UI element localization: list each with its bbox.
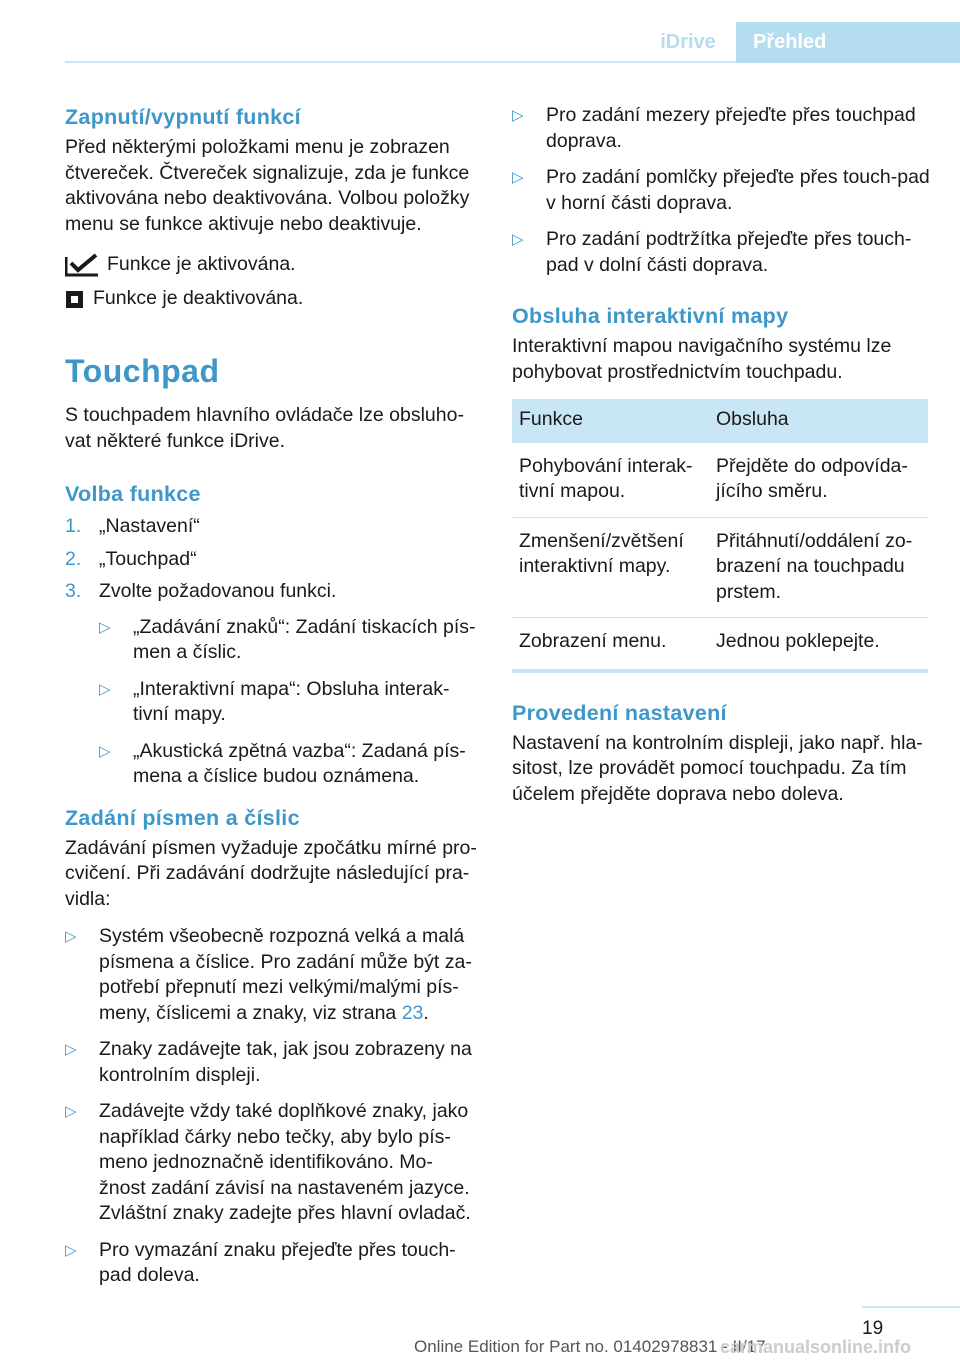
gesture-text: Pro zadání mezery přejeďte přes touchpad doprava. <box>546 104 916 152</box>
table-cell: Zobrazení menu. <box>512 618 709 671</box>
triangle-bullet-icon: ▷ <box>99 742 111 760</box>
step-text: „Touchpad“ <box>99 547 197 570</box>
step3-sublist <box>99 615 478 790</box>
volba-heading: Volba funkce <box>65 482 201 506</box>
mapa-heading: Obsluha interaktivní mapy <box>512 304 789 328</box>
list-item <box>512 227 930 278</box>
zadani-heading: Zadání písmen a číslic <box>65 805 300 830</box>
status-inactive-label: Funkce je deaktivována. <box>93 287 304 310</box>
touchpad-heading: Touchpad <box>65 353 220 389</box>
triangle-bullet-icon: ▷ <box>65 1103 77 1120</box>
toggle-paragraph: Před některými položkami menu je zobrazen čtvereček. Čtvereček signalizuje, zda je funkce aktivována nebo deaktivována. Volbou položky menu se funkce aktivuje nebo deaktivuje. <box>65 136 470 235</box>
table-header-cell: Obsluha <box>709 399 928 443</box>
list-item <box>65 1238 478 1289</box>
step-number: 1. <box>65 515 82 537</box>
list-item <box>65 579 478 790</box>
nastaveni-heading: Provedení nastavení <box>512 700 727 725</box>
right-column <box>512 103 930 807</box>
gesture-table <box>512 399 928 673</box>
triangle-bullet-icon: ▷ <box>99 680 111 698</box>
gesture-list <box>512 103 930 278</box>
list-item <box>99 739 478 790</box>
triangle-bullet-icon: ▷ <box>65 1041 77 1058</box>
table-cell: Přejděte do odpovída-jícího směru. <box>709 443 928 518</box>
header-chapter-tab: Přehled <box>736 22 960 63</box>
table-cell: Přitáhnutí/oddálení zo-brazení na touchpadu prstem. <box>709 517 928 618</box>
checkbox-empty-icon <box>66 291 83 308</box>
table-header-row <box>512 399 928 443</box>
triangle-bullet-icon: ▷ <box>65 1241 77 1259</box>
table-cell: Zmenšení/zvětšení interaktivní mapy. <box>512 517 709 618</box>
rule-text: Pro vymazání znaku přejeďte přes touch-pad doleva. <box>99 1238 456 1286</box>
touchpad-paragraph: S touchpadem hlavního ovládače lze obsluho-vat některé funkce iDrive. <box>65 404 464 452</box>
sub-item-text: „Akustická zpětná vazba“: Zadaná pís-mena a číslice budou oznámena. <box>133 739 466 787</box>
table-header-cell: Funkce <box>512 399 709 443</box>
gesture-text: Pro zadání pomlčky přejeďte přes touch-pad v horní části doprava. <box>546 166 930 214</box>
sub-item-text: „Zadávání znaků“: Zadání tiskacích pís-men a číslic. <box>133 615 476 663</box>
list-item <box>99 615 478 666</box>
step-number: 2. <box>65 547 82 570</box>
table-row <box>512 443 928 518</box>
mapa-paragraph: Interaktivní mapou navigačního systému lze pohybovat prostřednictvím touchpadu. <box>512 335 892 383</box>
status-active-row <box>65 251 478 279</box>
page-reference-link[interactable]: 23 <box>401 1001 424 1024</box>
list-item <box>512 103 930 154</box>
zadani-paragraph: Zadávání písmen vyžaduje zpočátku mírné pro-cvičení. Při zadávání dodržujte následující pra-vidla: <box>65 836 477 910</box>
list-item <box>65 514 478 540</box>
rule-text <box>99 924 478 1026</box>
step-number: 3. <box>65 580 82 602</box>
step-text: Zvolte požadovanou funkci. <box>99 580 337 602</box>
rule-text: Zadávejte vždy také doplňkové znaky, jako například čárky nebo tečky, aby bylo pís-meno jednoznačně identifikováno. Mo-žnost zadání závisí na nastaveném jazyce. Zvláštní znaky zadejte přes hlavní ovladač. <box>99 1100 471 1224</box>
triangle-bullet-icon: ▷ <box>512 231 524 248</box>
list-item <box>65 1099 478 1227</box>
triangle-bullet-icon: ▷ <box>65 928 77 945</box>
triangle-bullet-icon: ▷ <box>99 618 111 636</box>
rules-list <box>65 924 478 1289</box>
table-cell: Pohybování interak-tivní mapou. <box>512 443 709 518</box>
rule-text-body: Systém všeobecně rozpozná velká a malá písmena a číslice. Pro zadání může být za-potřebí přepnutí mezi velkými/malými pís-meny, číslicemi a znaky, viz strana <box>99 925 472 1024</box>
triangle-bullet-icon: ▷ <box>512 107 524 124</box>
table-cell: Jednou poklepejte. <box>709 618 928 671</box>
step-text: „Nastavení“ <box>99 515 200 537</box>
header-section-label: iDrive <box>660 31 716 53</box>
left-column <box>65 103 478 1300</box>
page-number: 19 <box>862 1318 884 1339</box>
list-item <box>99 677 478 728</box>
table-row <box>512 517 928 618</box>
triangle-bullet-icon: ▷ <box>512 169 524 186</box>
checkbox-checked-icon <box>65 253 99 277</box>
footer-edition: Online Edition for Part no. 01402978831 - II/17 <box>414 1337 766 1356</box>
gesture-text: Pro zadání podtržítka přejeďte přes touch-pad v dolní části doprava. <box>546 228 912 276</box>
watermark: carmanualsonline.info <box>720 1337 912 1357</box>
section-heading-toggle: Zapnutí/vypnutí funkcí <box>65 105 301 129</box>
rule-text-end: . <box>423 1001 429 1024</box>
list-item <box>65 924 478 1026</box>
status-inactive-row <box>65 285 478 313</box>
nastaveni-paragraph: Nastavení na kontrolním displeji, jako např. hla-sitost, lze provádět pomocí touchpadu. Za tím účelem přejděte doprava nebo doleva. <box>512 731 923 805</box>
sub-item-text: „Interaktivní mapa“: Obsluha interak-tivní mapy. <box>133 677 450 725</box>
list-item <box>65 1037 478 1088</box>
status-active-label: Funkce je aktivována. <box>107 253 296 276</box>
table-row <box>512 618 928 671</box>
rule-text: Znaky zadávejte tak, jak jsou zobrazeny na kontrolním displeji. <box>99 1038 472 1086</box>
steps-list <box>65 514 478 790</box>
list-item <box>512 165 930 216</box>
list-item <box>65 547 478 573</box>
footer-rule <box>862 1306 960 1308</box>
